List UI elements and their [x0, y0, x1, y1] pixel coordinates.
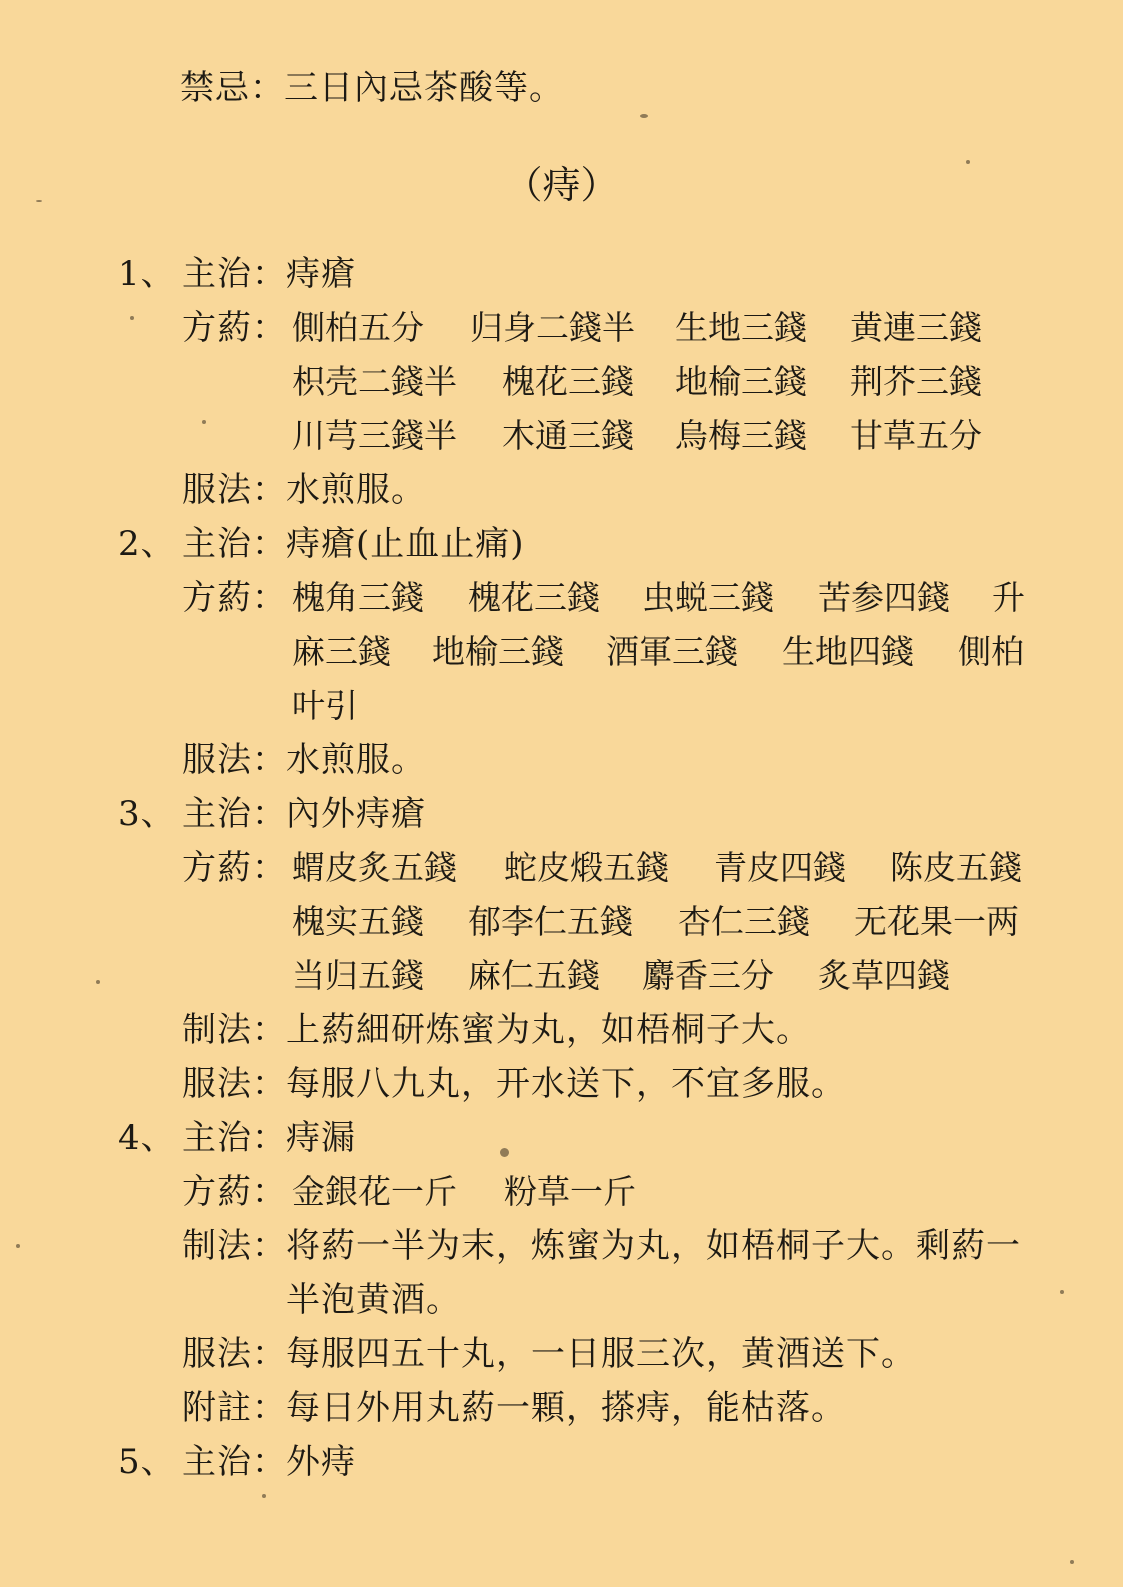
herb-item: 金銀花一斤	[292, 1172, 457, 1211]
entry-number: 3、	[118, 794, 176, 834]
indication-text: 痔瘡	[286, 254, 356, 294]
preparation-text-line: 将葯一半为末，炼蜜为丸，如梧桐子大。剩葯一	[286, 1226, 1021, 1266]
entry-4-note	[182, 1386, 846, 1430]
contraindication-label: 禁忌：	[180, 68, 285, 108]
herb-item: 木通三錢	[502, 416, 634, 455]
usage-label: 服法：	[182, 1334, 287, 1374]
herb-item: 当归五錢	[292, 956, 424, 995]
herb-item: 荆芥三錢	[850, 362, 982, 401]
herb-item: 地榆三錢	[432, 632, 564, 671]
scan-speck	[966, 160, 970, 164]
herb-item: 槐花三錢	[468, 578, 600, 617]
indication-text: 內外痔瘡	[286, 794, 426, 834]
herb-item: 青皮四錢	[714, 848, 846, 887]
herb-item: 側柏	[958, 632, 1024, 671]
scan-speck	[16, 1244, 20, 1248]
herb-item: 粉草一斤	[504, 1172, 636, 1211]
entry-4-indication	[118, 1116, 356, 1160]
herb-item: 黄連三錢	[850, 308, 982, 347]
herb-item: 甘草五分	[850, 416, 982, 455]
usage-label: 服法：	[182, 1064, 287, 1104]
entry-3-usage	[182, 1062, 846, 1106]
herb-item: 无花果一两	[854, 902, 1019, 941]
herb-item: 地榆三錢	[675, 362, 807, 401]
entry-2-usage	[182, 738, 426, 782]
herb-item: 生地三錢	[675, 308, 807, 347]
herb-item: 陈皮五錢	[890, 848, 1022, 887]
entry-3-preparation	[182, 1008, 811, 1052]
entry-number: 2、	[118, 524, 176, 564]
indication-label: 主治：	[182, 1118, 287, 1158]
indication-label: 主治：	[182, 794, 287, 834]
usage-label: 服法：	[182, 470, 287, 510]
herb-item: 蛇皮煅五錢	[504, 848, 669, 887]
scan-speck	[36, 200, 42, 202]
herb-item: 苦参四錢	[818, 578, 950, 617]
scan-speck	[640, 114, 648, 118]
indication-text: 痔瘡(止血止痛)	[286, 524, 525, 564]
preparation-label: 制法：	[182, 1226, 287, 1266]
indication-text: 外痔	[286, 1442, 356, 1482]
note-text: 每日外用丸葯一顆，搽痔，能枯落。	[286, 1388, 846, 1428]
scan-speck	[1060, 1290, 1064, 1294]
herb-item: 归身二錢半	[470, 308, 635, 347]
herb-item: 生地四錢	[782, 632, 914, 671]
herb-item: 川芎三錢半	[292, 416, 457, 455]
section-title: （痔）	[504, 163, 619, 207]
scan-speck	[96, 980, 100, 984]
herb-item: 升	[992, 578, 1025, 617]
scan-speck	[500, 1148, 509, 1157]
herb-item: 叶引	[292, 686, 358, 725]
entry-number: 1、	[118, 254, 176, 294]
scan-speck	[130, 316, 134, 320]
entry-1-indication	[118, 252, 356, 296]
note-label: 附註：	[182, 1388, 287, 1428]
entry-4-formula-label: 方葯：	[182, 1172, 287, 1212]
herb-item: 枳壳二錢半	[292, 362, 457, 401]
indication-label: 主治：	[182, 524, 287, 564]
herb-item: 烏梅三錢	[675, 416, 807, 455]
entry-4-preparation	[182, 1224, 1021, 1268]
herb-item: 酒軍三錢	[606, 632, 738, 671]
entry-3-indication	[118, 792, 426, 836]
entry-3-formula-label: 方葯：	[182, 848, 287, 888]
preparation-text: 上葯細研炼蜜为丸，如梧桐子大。	[286, 1010, 811, 1050]
usage-text: 水煎服。	[286, 470, 426, 510]
entry-5-indication	[118, 1440, 356, 1484]
indication-label: 主治：	[182, 1442, 287, 1482]
herb-item: 槐角三錢	[292, 578, 424, 617]
herb-item: 郁李仁五錢	[468, 902, 633, 941]
scan-speck	[262, 1494, 266, 1498]
contraindication-line	[180, 66, 564, 110]
preparation-label: 制法：	[182, 1010, 287, 1050]
indication-text: 痔漏	[286, 1118, 356, 1158]
scan-speck	[1070, 1560, 1074, 1564]
herb-item: 麻仁五錢	[468, 956, 600, 995]
herb-item: 炙草四錢	[818, 956, 950, 995]
herb-item: 槐实五錢	[292, 902, 424, 941]
herb-item: 虫蜕三錢	[642, 578, 774, 617]
usage-text: 每服八九丸，开水送下，不宜多服。	[286, 1064, 846, 1104]
entry-number: 4、	[118, 1118, 176, 1158]
preparation-text-line: 半泡黄酒。	[286, 1280, 461, 1320]
herb-item: 蝟皮炙五錢	[292, 848, 457, 887]
herb-item: 槐花三錢	[502, 362, 634, 401]
usage-label: 服法：	[182, 740, 287, 780]
entry-2-formula-label: 方葯：	[182, 578, 287, 618]
herb-item: 麝香三分	[642, 956, 774, 995]
indication-label: 主治：	[182, 254, 287, 294]
herb-item: 麻三錢	[292, 632, 391, 671]
scan-speck	[202, 420, 206, 424]
entry-1-formula-label: 方葯：	[182, 308, 287, 348]
contraindication-text: 三日內忌茶酸等。	[284, 68, 564, 108]
usage-text: 每服四五十丸，一日服三次，黄酒送下。	[286, 1334, 916, 1374]
herb-item: 杏仁三錢	[678, 902, 810, 941]
entry-number: 5、	[118, 1442, 176, 1482]
entry-1-usage	[182, 468, 426, 512]
entry-4-usage	[182, 1332, 916, 1376]
herb-item: 側柏五分	[292, 308, 424, 347]
usage-text: 水煎服。	[286, 740, 426, 780]
entry-2-indication	[118, 522, 525, 566]
